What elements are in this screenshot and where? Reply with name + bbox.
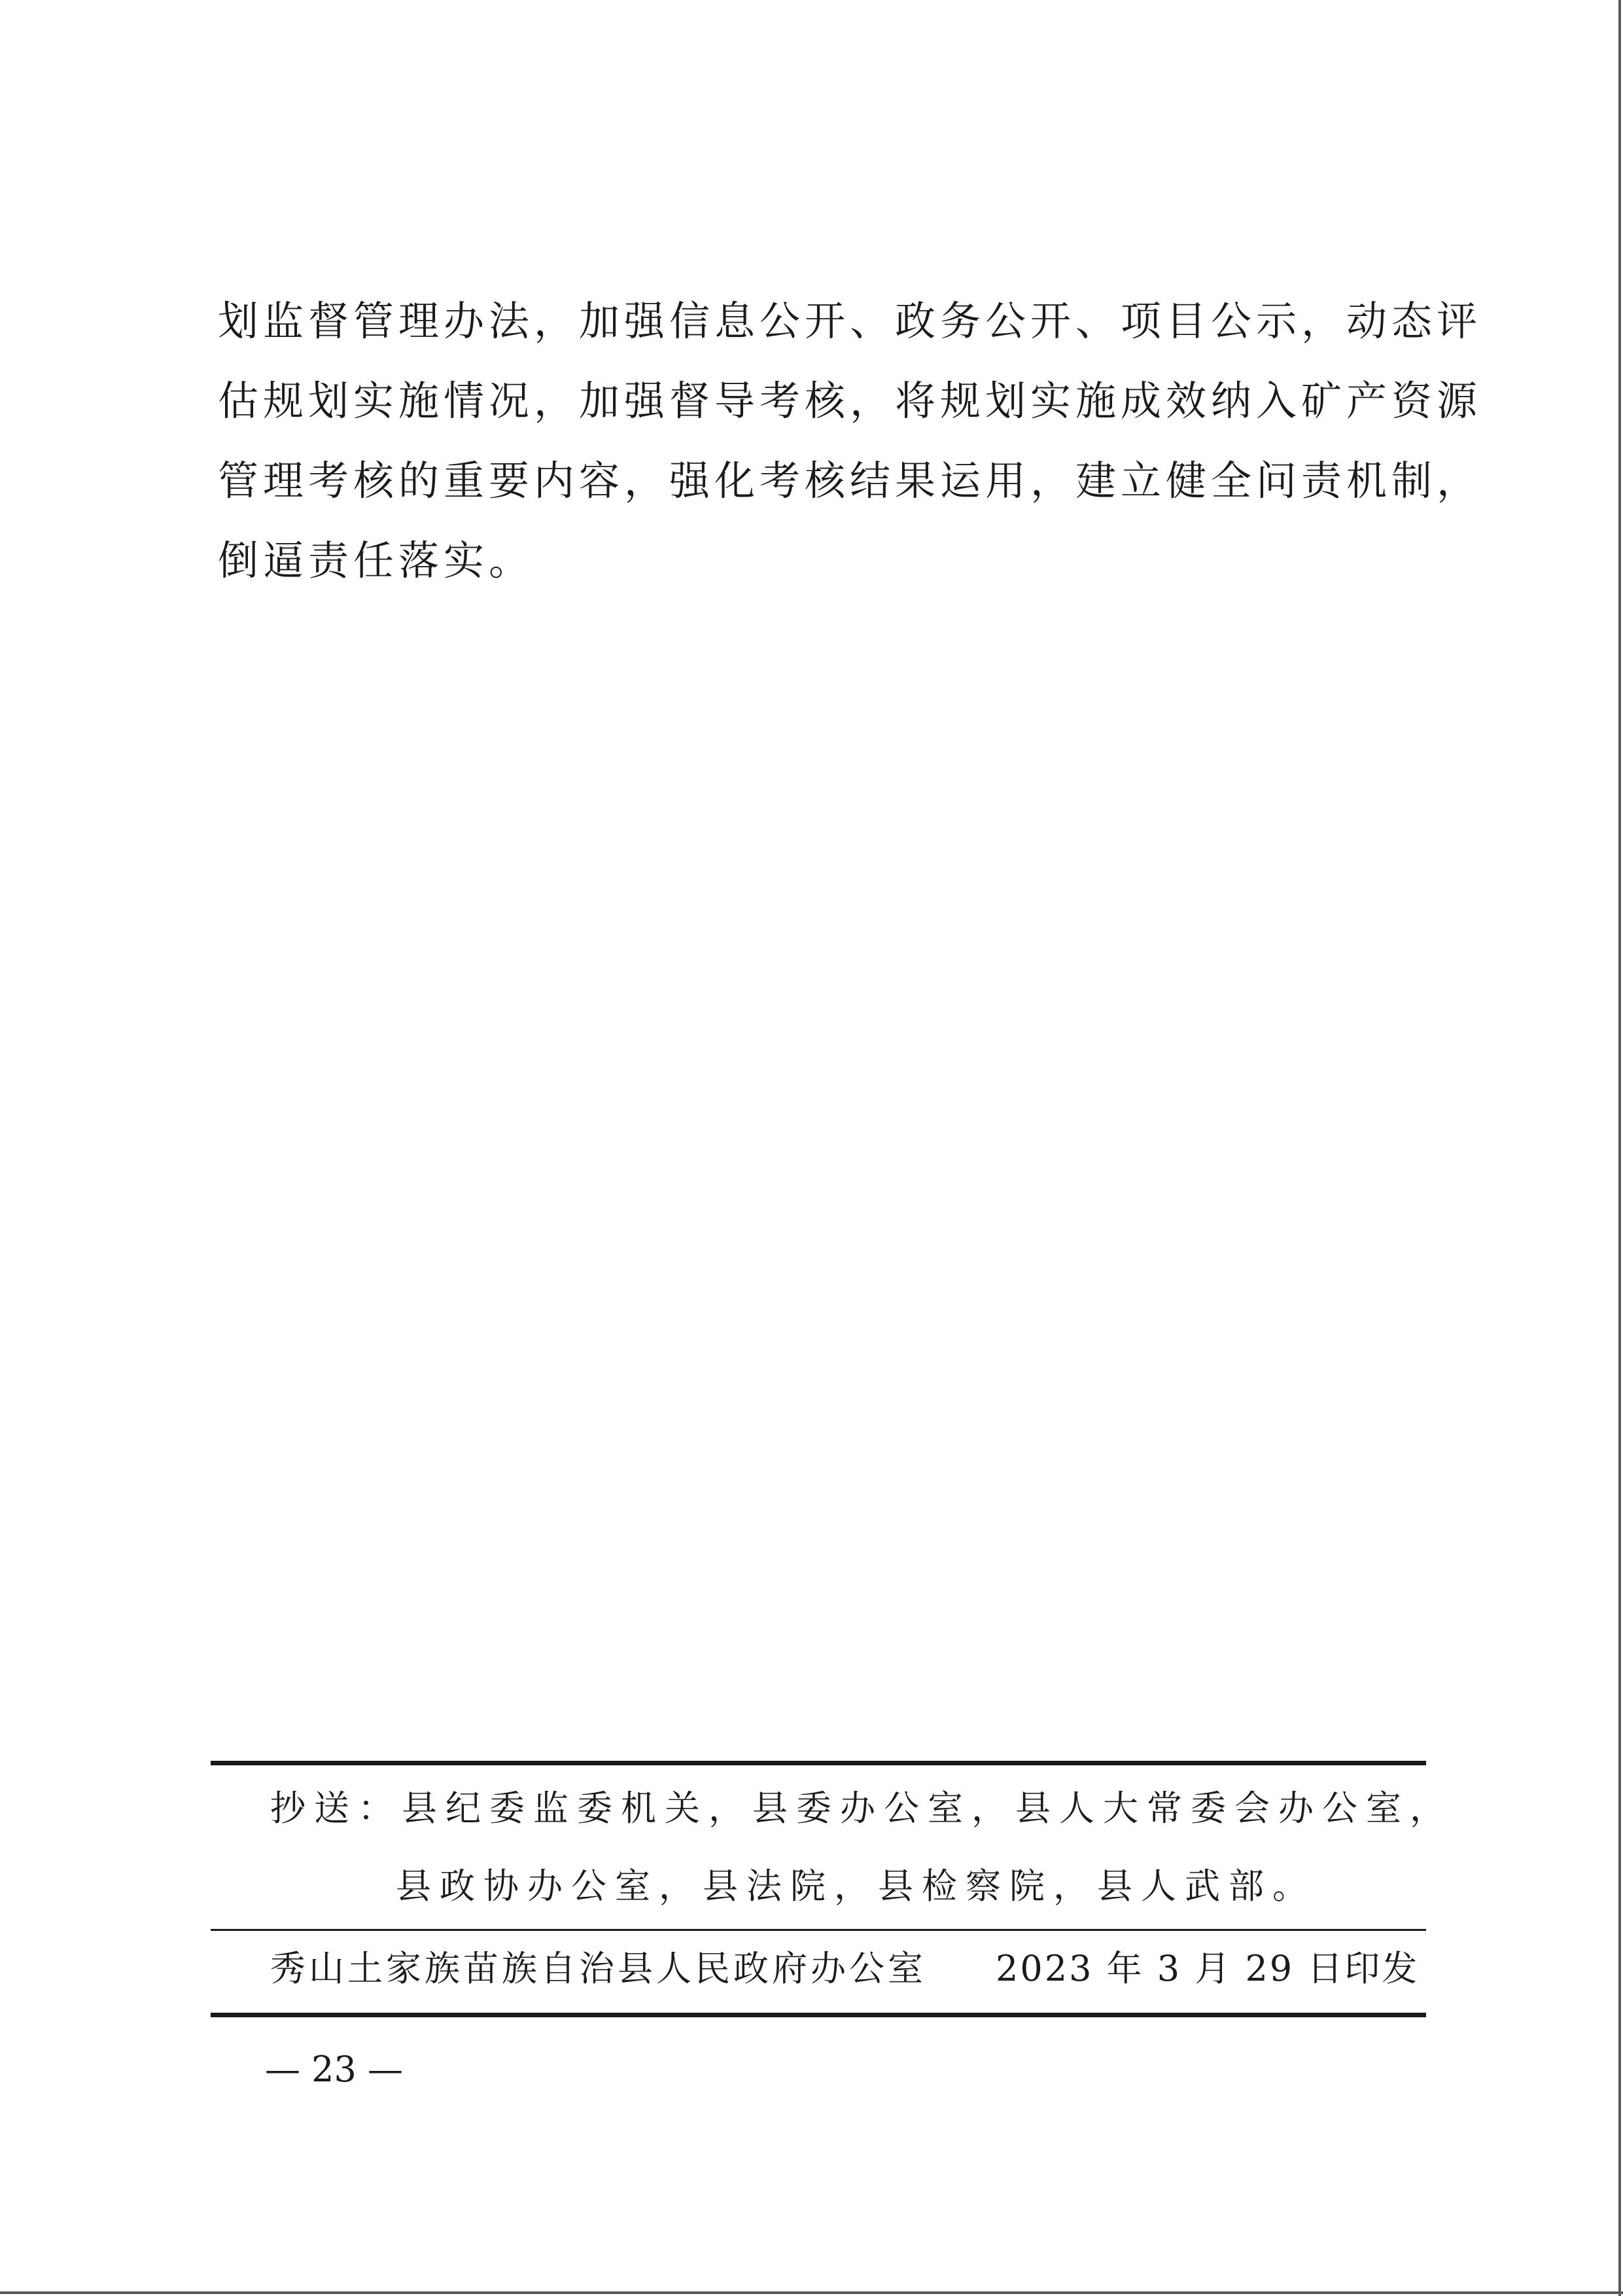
body-line: 估规划实施情况，加强督导考核，将规划实施成效纳入矿产资源 (218, 377, 1482, 425)
body-line: 倒逼责任落实。 (218, 537, 534, 584)
page-border-right (1618, 0, 1621, 2296)
footer-middle-rule (211, 1929, 1426, 1931)
footer-bottom-rule (211, 2013, 1426, 2017)
cc-recipients-line-2: 县政协办公室，县法院，县检察院，县人武部。 (396, 1865, 1316, 1907)
page-number: — 23 — (265, 2049, 404, 2090)
cc-recipients-line-1: 抄送：县纪委监委机关，县委办公室，县人大常委会办公室， (270, 1788, 1454, 1829)
issuing-office: 秀山土家族苗族自治县人民政府办公室 (270, 1948, 926, 1989)
footer-top-rule (211, 1761, 1426, 1765)
body-line: 划监督管理办法，加强信息公开、政务公开、项目公示，动态评 (218, 297, 1482, 345)
body-line: 管理考核的重要内容，强化考核结果运用，建立健全问责机制， (218, 457, 1482, 504)
issue-date: 2023 年 3 月 29 日印发 (996, 1948, 1420, 1989)
page-border-bottom (0, 2291, 1623, 2294)
body-paragraph (218, 281, 1482, 601)
